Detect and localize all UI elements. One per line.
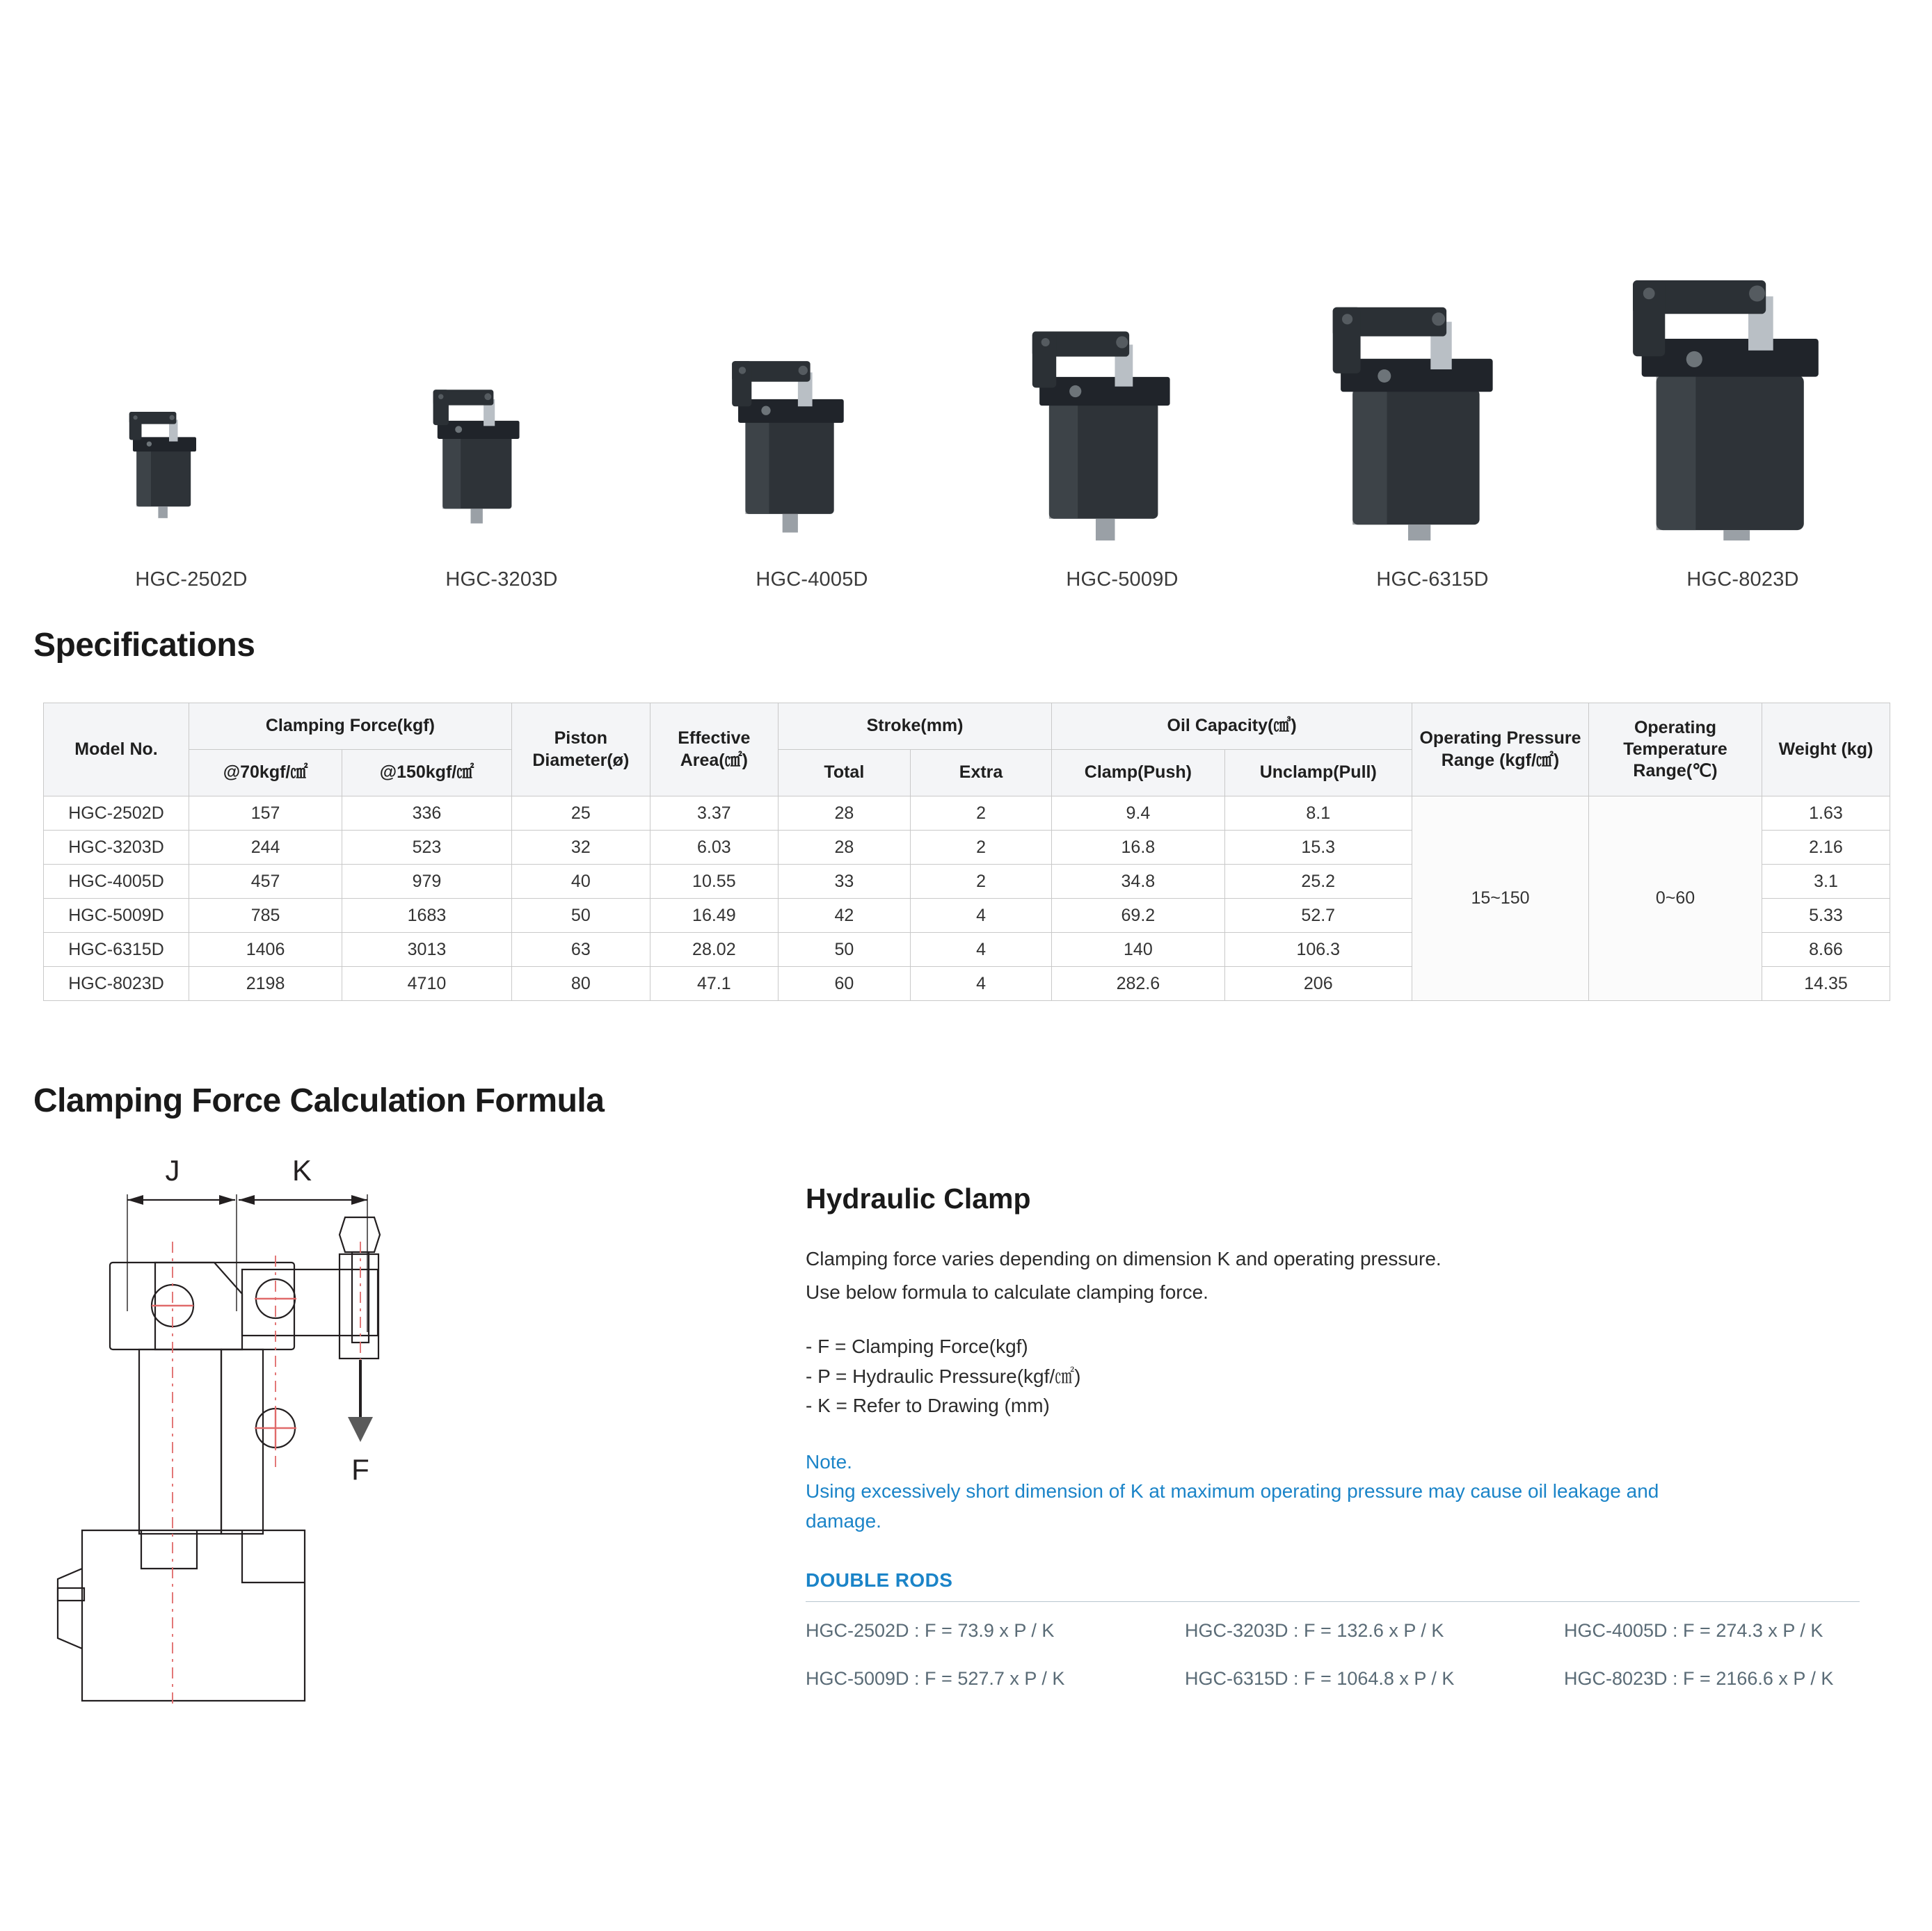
intro-line-1: Clamping force varies depending on dimension K and operating pressure. — [806, 1248, 1442, 1269]
cell-piston: 63 — [511, 933, 650, 967]
clamp-illustration — [701, 339, 923, 540]
cell-area: 16.49 — [650, 899, 778, 933]
cell-unclamp: 52.7 — [1224, 899, 1412, 933]
product-item — [1283, 262, 1582, 591]
cell-clamp: 140 — [1052, 933, 1224, 967]
clamp-illustration — [1000, 311, 1244, 540]
product-item — [662, 262, 961, 591]
product-label: HGC-8023D — [1686, 568, 1799, 591]
formula-item-k: - K = Refer to Drawing (mm) — [806, 1395, 1050, 1417]
cell-piston: 50 — [511, 899, 650, 933]
product-gallery — [42, 230, 1892, 591]
header-cf-150: @150kgf/㎠ — [342, 750, 512, 796]
cell-model: HGC-6315D — [44, 933, 189, 967]
cell-cf150: 523 — [342, 831, 512, 865]
formula-heading: Clamping Force Calculation Formula — [33, 1082, 605, 1119]
clamp-illustration — [404, 367, 599, 540]
cell-weight: 8.66 — [1762, 933, 1890, 967]
product-item — [1593, 262, 1892, 591]
cell-cf70: 785 — [189, 899, 342, 933]
formula-item-f: - F = Clamping Force(kgf) — [806, 1336, 1028, 1357]
header-cf-70: @70kgf/㎠ — [189, 750, 342, 796]
table-body — [44, 796, 1890, 1001]
rod-formula: HGC-5009D : F = 527.7 x P / K — [806, 1668, 1065, 1690]
cell-clamp: 34.8 — [1052, 865, 1224, 899]
cell-cf70: 157 — [189, 796, 342, 831]
cell-piston: 25 — [511, 796, 650, 831]
cell-piston: 32 — [511, 831, 650, 865]
table-header-row-1 — [44, 703, 1890, 750]
header-effective-area: Effective Area(㎠) — [650, 703, 778, 796]
cell-weight: 3.1 — [1762, 865, 1890, 899]
cell-model: HGC-3203D — [44, 831, 189, 865]
note-block — [806, 1448, 1891, 1537]
formula-section — [33, 1151, 1898, 1816]
cell-total: 50 — [778, 933, 910, 967]
cell-area: 3.37 — [650, 796, 778, 831]
cell-clamp: 69.2 — [1052, 899, 1224, 933]
specifications-table-wrap — [43, 703, 1890, 1001]
rod-formula: HGC-6315D : F = 1064.8 x P / K — [1185, 1668, 1455, 1690]
cell-extra: 4 — [910, 967, 1051, 1001]
header-stroke-total: Total — [778, 750, 910, 796]
cell-area: 28.02 — [650, 933, 778, 967]
divider — [806, 1601, 1860, 1602]
product-label: HGC-6315D — [1376, 568, 1489, 591]
double-rods-formula-list — [806, 1620, 1891, 1690]
product-item — [352, 262, 651, 591]
table-row — [44, 796, 1890, 831]
product-image-hgc-5009d — [1000, 262, 1244, 540]
rod-formula: HGC-3203D : F = 132.6 x P / K — [1185, 1620, 1444, 1642]
cell-weight: 5.33 — [1762, 899, 1890, 933]
header-stroke: Stroke(mm) — [778, 703, 1051, 750]
cell-unclamp: 8.1 — [1224, 796, 1412, 831]
cell-extra: 4 — [910, 933, 1051, 967]
cell-clamp: 16.8 — [1052, 831, 1224, 865]
hydraulic-clamp-title: Hydraulic Clamp — [806, 1183, 1031, 1215]
intro-line-2: Use below formula to calculate clamping force. — [806, 1281, 1208, 1303]
header-clamping-force: Clamping Force(kgf) — [189, 703, 512, 750]
cell-extra: 2 — [910, 831, 1051, 865]
header-model: Model No. — [44, 703, 189, 796]
cell-temperature-range: 0~60 — [1589, 796, 1762, 1001]
dimension-label-j: J — [165, 1154, 180, 1187]
product-item — [42, 262, 341, 591]
cell-weight: 2.16 — [1762, 831, 1890, 865]
cell-total: 60 — [778, 967, 910, 1001]
double-rods-title: DOUBLE RODS — [806, 1569, 953, 1592]
cell-pressure-range: 15~150 — [1412, 796, 1589, 1001]
cell-cf150: 4710 — [342, 967, 512, 1001]
cell-extra: 2 — [910, 865, 1051, 899]
cell-unclamp: 206 — [1224, 967, 1412, 1001]
force-label-f: F — [351, 1453, 369, 1486]
clamp-illustration — [1600, 266, 1885, 540]
cell-cf150: 979 — [342, 865, 512, 899]
cell-unclamp: 106.3 — [1224, 933, 1412, 967]
cell-total: 42 — [778, 899, 910, 933]
product-image-hgc-4005d — [701, 262, 923, 540]
cell-model: HGC-8023D — [44, 967, 189, 1001]
technical-drawing — [33, 1151, 785, 1816]
rod-formula: HGC-8023D : F = 2166.6 x P / K — [1564, 1668, 1834, 1690]
cell-extra: 2 — [910, 796, 1051, 831]
header-oil-clamp: Clamp(Push) — [1052, 750, 1224, 796]
cell-unclamp: 25.2 — [1224, 865, 1412, 899]
clamp-illustration — [101, 387, 282, 540]
cell-total: 33 — [778, 865, 910, 899]
product-label: HGC-5009D — [1066, 568, 1179, 591]
cell-clamp: 282.6 — [1052, 967, 1224, 1001]
cell-cf150: 1683 — [342, 899, 512, 933]
spacer — [806, 1311, 1891, 1332]
clamp-dimension-drawing — [33, 1151, 771, 1812]
cell-cf70: 1406 — [189, 933, 342, 967]
product-label: HGC-4005D — [756, 568, 868, 591]
formula-text-column — [806, 1151, 1891, 1816]
cell-model: HGC-4005D — [44, 865, 189, 899]
cell-cf70: 244 — [189, 831, 342, 865]
cell-piston: 40 — [511, 865, 650, 899]
cell-extra: 4 — [910, 899, 1051, 933]
cell-cf70: 2198 — [189, 967, 342, 1001]
note-label: Note. — [806, 1450, 852, 1473]
header-piston-diameter: Piston Diameter(ø) — [511, 703, 650, 796]
cell-area: 6.03 — [650, 831, 778, 865]
cell-clamp: 9.4 — [1052, 796, 1224, 831]
cell-area: 47.1 — [650, 967, 778, 1001]
product-label: HGC-2502D — [135, 568, 248, 591]
cell-area: 10.55 — [650, 865, 778, 899]
table-head — [44, 703, 1890, 796]
header-oil-capacity: Oil Capacity(㎤) — [1052, 703, 1412, 750]
header-temperature-range: Operating Temperature Range(℃) — [1589, 703, 1762, 796]
specifications-table — [43, 703, 1890, 1001]
cell-cf150: 336 — [342, 796, 512, 831]
cell-cf150: 3013 — [342, 933, 512, 967]
note-line-1: Using excessively short dimension of K at maximum operating pressure may cause oil leakage and — [806, 1480, 1659, 1503]
specifications-heading: Specifications — [33, 627, 255, 664]
cell-total: 28 — [778, 796, 910, 831]
cell-total: 28 — [778, 831, 910, 865]
cell-model: HGC-5009D — [44, 899, 189, 933]
product-image-hgc-2502d — [101, 262, 282, 540]
dimension-label-k: K — [292, 1154, 312, 1187]
header-pressure-range: Operating Pressure Range (kgf/㎠) — [1412, 703, 1589, 796]
cell-piston: 80 — [511, 967, 650, 1001]
cell-model: HGC-2502D — [44, 796, 189, 831]
cell-unclamp: 15.3 — [1224, 831, 1412, 865]
product-image-hgc-6315d — [1300, 262, 1565, 540]
product-image-hgc-8023d — [1600, 262, 1885, 540]
cell-cf70: 457 — [189, 865, 342, 899]
product-item — [973, 262, 1272, 591]
note-line-2: damage. — [806, 1509, 881, 1532]
clamp-illustration — [1300, 290, 1565, 540]
cell-weight: 1.63 — [1762, 796, 1890, 831]
header-oil-unclamp: Unclamp(Pull) — [1224, 750, 1412, 796]
header-stroke-extra: Extra — [910, 750, 1051, 796]
cell-weight: 14.35 — [1762, 967, 1890, 1001]
product-image-hgc-3203d — [404, 262, 599, 540]
header-weight: Weight (kg) — [1762, 703, 1890, 796]
rod-formula: HGC-2502D : F = 73.9 x P / K — [806, 1620, 1055, 1642]
rod-formula: HGC-4005D : F = 274.3 x P / K — [1564, 1620, 1823, 1642]
formula-item-p: - P = Hydraulic Pressure(kgf/㎠) — [806, 1365, 1081, 1387]
product-label: HGC-3203D — [445, 568, 558, 591]
